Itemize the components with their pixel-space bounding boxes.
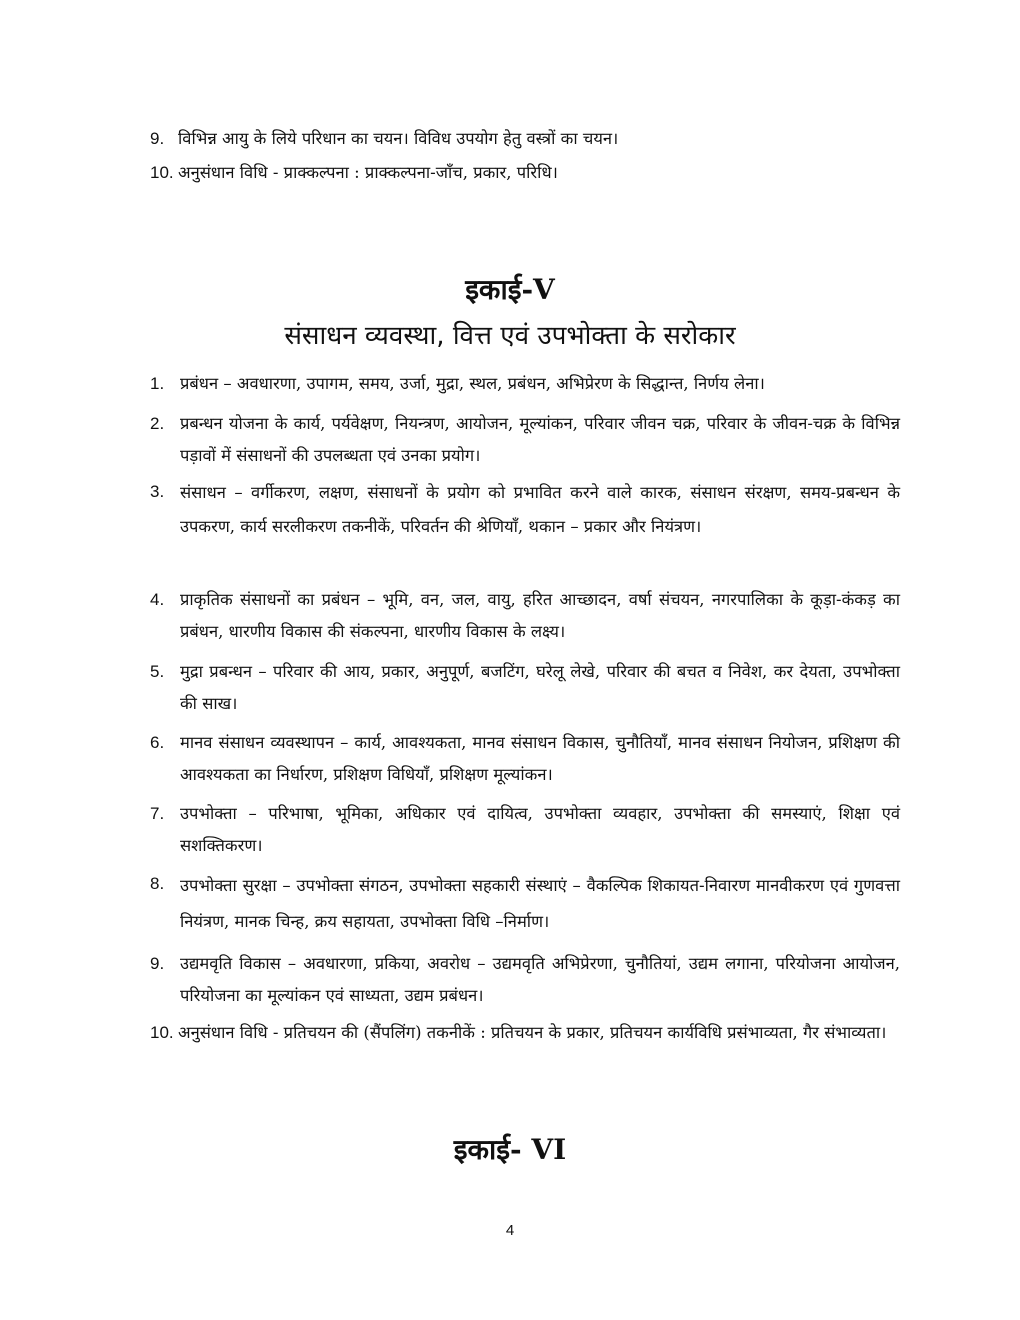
item-text: विभिन्न आयु के लिये परिधान का चयन। विविध उपयोग हेतु वस्त्रों का चयन। <box>178 129 619 148</box>
list-item <box>150 656 900 720</box>
list-item <box>150 948 900 1012</box>
list-item <box>150 584 900 648</box>
list-item <box>150 368 900 400</box>
page-number: 4 <box>505 1222 515 1239</box>
list-item <box>150 123 900 155</box>
item-number: 5. <box>150 662 165 681</box>
item-number: 9. <box>150 129 165 148</box>
list-item <box>150 727 900 791</box>
item-number: 4. <box>150 590 165 609</box>
item-text: संसाधन – वर्गीकरण, लक्षण, संसाधनों के प्रयोग को प्रभावित करने वाले कारक, संसाधन संरक्षण, समय-प्रबन्धन के उपकरण, कार्य सरलीकरण तकनीकें, परिवर्तन की श्रेणियाँ, थकान – प्रकार और नियंत्रण। <box>180 483 900 536</box>
item-number: 10. <box>150 1023 174 1042</box>
item-text: मानव संसाधन व्यवस्थापन – कार्य, आवश्यकता, मानव संसाधन विकास, चुनौतियाँ, मानव संसाधन नियोजन, प्रशिक्षण की आवश्यकता का निर्धारण, प्रशिक्षण विधियाँ, प्रशिक्षण मूल्यांकन। <box>180 733 900 784</box>
item-text: मुद्रा प्रबन्धन – परिवार की आय, प्रकार, अनुपूर्ण, बजटिंग, घरेलू लेखे, परिवार की बचत व निवेश, कर देयता, उपभोक्ता की साख। <box>180 662 900 713</box>
item-number: 6. <box>150 733 165 752</box>
item-number: 7. <box>150 804 165 823</box>
item-text: उपभोक्ता – परिभाषा, भूमिका, अधिकार एवं दायित्व, उपभोक्ता व्यवहार, उपभोक्ता की समस्याएं, शिक्षा एवं सशक्तिकरण। <box>180 804 900 855</box>
unit-subtitle: संसाधन व्यवस्था, वित्त एवं उपभोक्ता के सरोकार <box>284 321 736 351</box>
list-item <box>150 476 900 544</box>
item-number: 8. <box>150 874 165 893</box>
item-number: 2. <box>150 414 165 433</box>
item-text: अनुसंधान विधि - प्रतिचयन की (सैंपलिंग) तकनीकें : प्रतिचयन के प्रकार, प्रतिचयन कार्यविधि प्रसंभाव्यता, गैर संभाव्यता। <box>178 1023 887 1042</box>
item-text: उद्यमवृति विकास – अवधारणा, प्रकिया, अवरोध – उद्यमवृति अभिप्रेरणा, चुनौतियां, उद्यम लगाना, परियोजना आयोजन, परियोजना का मूल्यांकन एवं साध्यता, उद्यम प्रबंधन। <box>180 954 900 1005</box>
list-item <box>150 1017 900 1049</box>
list-item <box>150 868 900 940</box>
item-number: 3. <box>150 482 165 501</box>
list-item <box>150 798 900 862</box>
item-text: प्रबंधन – अवधारणा, उपागम, समय, उर्जा, मुद्रा, स्थल, प्रबंधन, अभिप्रेरण के सिद्धान्त, निर्णय लेना। <box>180 374 765 393</box>
unit-title: इकाई- VI <box>453 1133 567 1166</box>
item-number: 9. <box>150 954 165 973</box>
list-item <box>150 408 900 472</box>
item-text: प्रबन्धन योजना के कार्य, पर्यवेक्षण, नियन्त्रण, आयोजन, मूल्यांकन, परिवार जीवन चक्र, परिवार के जीवन-चक्र के विभिन्न पड़ावों में संसाधनों की उपलब्धता एवं उनका प्रयोग। <box>180 414 900 465</box>
list-item <box>150 157 900 189</box>
item-text: प्राकृतिक संसाधनों का प्रबंधन – भूमि, वन, जल, वायु, हरित आच्छादन, वर्षा संचयन, नगरपालिका के कूड़ा-कंकड़ का प्रबंधन, धारणीय विकास की संकल्पना, धारणीय विकास के लक्ष्य। <box>180 590 900 641</box>
item-number: 1. <box>150 374 165 393</box>
unit-title: इकाई-V <box>465 273 555 306</box>
item-number: 10. <box>150 163 174 182</box>
item-text: उपभोक्ता सुरक्षा – उपभोक्ता संगठन, उपभोक्ता सहकारी संस्थाएं – वैकल्पिक शिकायत-निवारण मानवीकरण एवं गुणवत्ता नियंत्रण, मानक चिन्ह, क्रय सहायता, उपभोक्ता विधि –निर्माण। <box>180 876 900 931</box>
item-text: अनुसंधान विधि - प्राक्कल्पना : प्राक्कल्पना-जाँच, प्रकार, परिधि। <box>178 163 558 182</box>
